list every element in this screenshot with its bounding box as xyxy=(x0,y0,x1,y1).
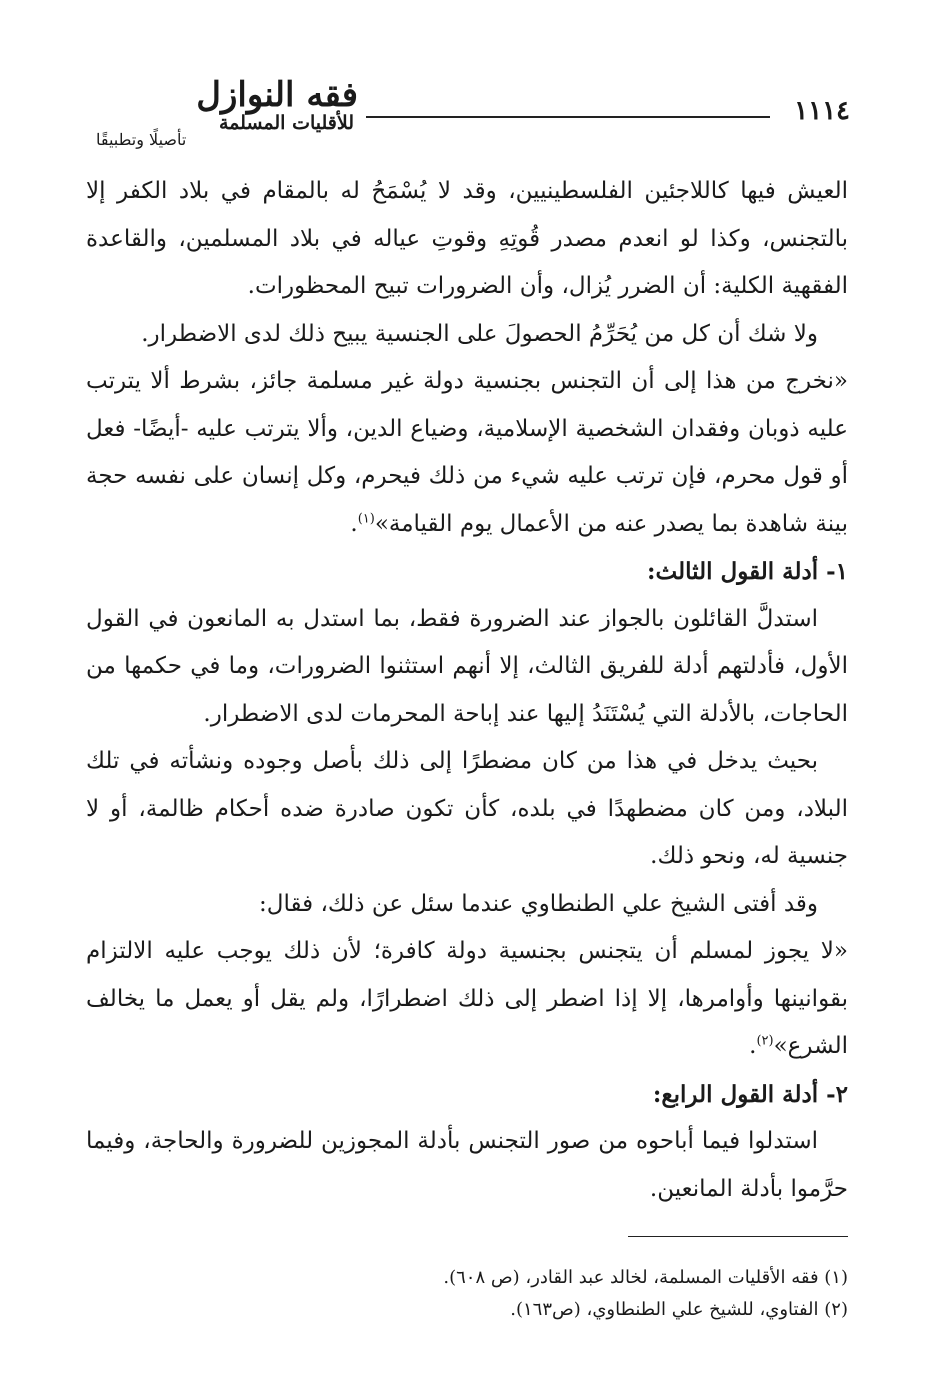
footnote-divider xyxy=(628,1236,848,1237)
header-rule xyxy=(366,116,770,118)
book-title: فقه النوازل xyxy=(196,75,358,115)
footnote-ref: (٢) xyxy=(756,1033,774,1049)
quote-text: «لا يجوز لمسلم أن يتجنس بجنسية دولة كافرة؛ لأن ذلك يوجب عليه الالتزام بقوانينها وأوامرها، إلا إذا اضطر إلى ذلك اضطرارًا، ولم يقل أو يعمل ما يخالف الشرع» xyxy=(86,938,848,1059)
paragraph: العيش فيها كاللاجئين الفلسطينيين، وقد لا يُسْمَحُ له بالمقام في بلاد الكفر إلا بالتجنس، وكذا لو انعدم مصدر قُوتِهِ وقوتِ عياله في بلاد المسلمين، والقاعدة الفقهية الكلية: أن الضرر يُزال، وأن الضرورات تبيح المحظورات. xyxy=(86,178,848,299)
page-number: ١١١٤ xyxy=(794,96,850,126)
paragraph: استدلوا فيما أباحوه من صور التجنس بأدلة المجوزين للضرورة والحاجة، وفيما حرَّموا بأدلة المانعين. xyxy=(86,1128,848,1202)
paragraph: وقد أفتى الشيخ علي الطنطاوي عندما سئل عن ذلك، فقال: xyxy=(259,890,818,917)
paragraph: استدلَّ القائلون بالجواز عند الضرورة فقط، بما استدل به المانعون في القول الأول، فأدلتهم أدلة للفريق الثالث، إلا أنهم استثنوا الضرورات، وما في حكمها من الحاجات، بالأدلة التي يُسْتَنَدُ إليها عند إباحة المحرمات لدى الاضطرار. xyxy=(86,605,848,727)
quote-text: «نخرج من هذا إلى أن التجنس بجنسية دولة غير مسلمة جائز، بشرط ألا يترتب عليه ذوبان وفقدان الشخصية الإسلامية، وضياع الدين، وألا يترتب عليه -أيضًا- فعل أو قول محرم، فإن ترتب عليه شيء من ذلك فيحرم، وكل إنسان على نفسه حجة بينة شاهدة بما يصدر عنه من الأعمال يوم القيامة» xyxy=(86,368,848,537)
footnotes xyxy=(88,1262,848,1326)
paragraph: ولا شك أن كل من يُحَرِّمُ الحصولَ على الجنسية يبيح ذلك لدى الاضطرار. xyxy=(141,320,818,347)
quote-paragraph: «لا يجوز لمسلم أن يتجنس بجنسية دولة كافرة؛ لأن ذلك يوجب عليه الالتزام بقوانينها وأوامرها، إلا إذا اضطر إلى ذلك اضطرارًا، ولم يقل أو يعمل ما يخالف الشرع»$^{(٢)}$. xyxy=(86,938,848,1059)
page-header xyxy=(88,75,850,149)
book-subtitle-line2: تأصيلًا وتطبيقًا xyxy=(96,129,187,149)
paragraph: بحيث يدخل في هذا من كان مضطرًا إلى ذلك بأصل وجوده ونشأته في تلك البلاد، ومن كان مضطهدًا في بلده، كأن تكون صادرة ضده أحكام ظالمة، أو لا جنسية له، ونحو ذلك. xyxy=(86,748,848,869)
section-heading: ٢- أدلة القول الرابع: xyxy=(652,1080,848,1108)
footnote: (٢) الفتاوي، للشيخ علي الطنطاوي، (ص١٦٣). xyxy=(510,1299,848,1320)
main-text xyxy=(86,168,848,1213)
book-subtitle-line1: للأقليات المسلمة xyxy=(219,111,354,134)
footnote: (١) فقه الأقليات المسلمة، لخالد عبد القادر، (ص ٦٠٨). xyxy=(443,1267,848,1288)
book-title-logo xyxy=(88,75,358,149)
section-heading: ١- أدلة القول الثالث: xyxy=(647,558,848,585)
quote-paragraph: «نخرج من هذا إلى أن التجنس بجنسية دولة غير مسلمة جائز، بشرط ألا يترتب عليه ذوبان وفقدان الشخصية الإسلامية، وضياع الدين، وألا يترتب عليه -أيضًا- فعل أو قول محرم، فإن ترتب عليه شيء من ذلك فيحرم، وكل إنسان على نفسه حجة بينة شاهدة بما يصدر عنه من الأعمال يوم القيامة»$^{(١)}$. xyxy=(86,368,848,537)
footnote-ref: (١) xyxy=(357,510,375,526)
